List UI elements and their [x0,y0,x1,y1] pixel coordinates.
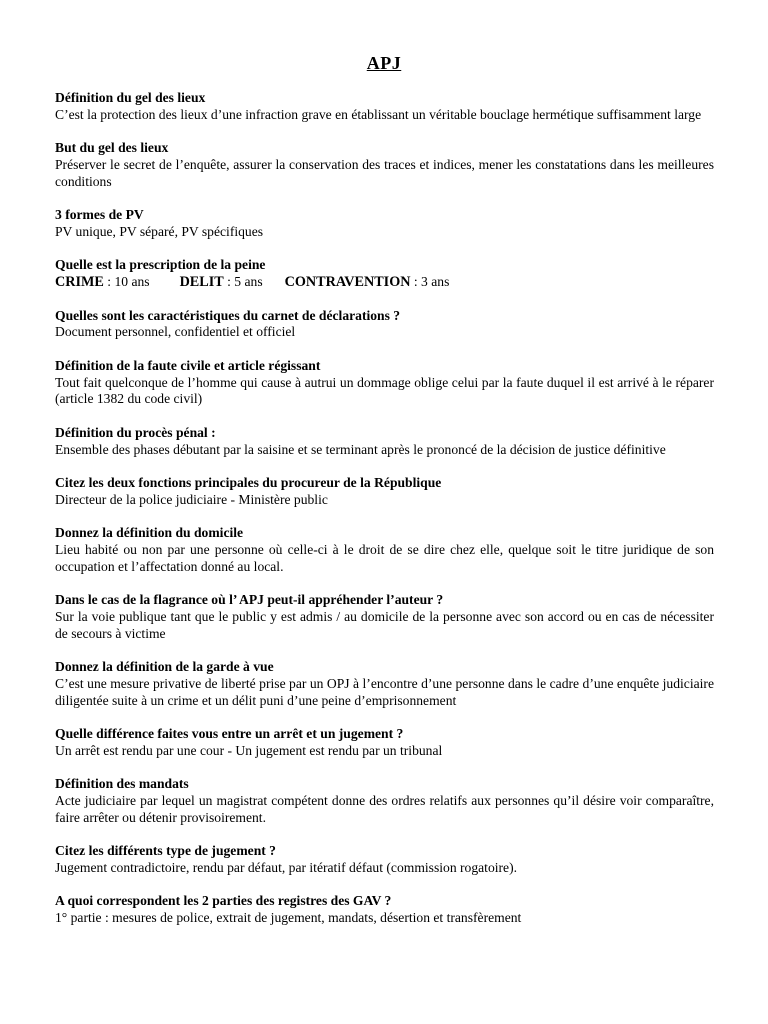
answer: 1° partie : mesures de police, extrait de jugement, mandats, désertion et transfèrement [55,910,522,926]
question: Définition du gel des lieux [55,90,206,105]
question: But du gel des lieux [55,140,169,156]
section-procureur [55,475,714,509]
question: Citez les différents type de jugement ? [55,843,276,859]
section-registres-gav [55,893,714,927]
section-pv-formes [55,207,714,241]
penalty-contravention-label: CONTRAVENTION [284,274,411,291]
question: Donnez la définition de la garde à vue [55,659,274,675]
penalty-delit-value: : 5 ans [223,274,263,290]
question: 3 formes de PV [55,207,144,223]
question: Définition de la faute civile et article régissant [55,357,321,373]
answer: Tout fait quelconque de l’homme qui cause à autrui un dommage oblige celui par la faute duquel il est arrivé à le réparer (article 1382 du code civil) [55,374,714,407]
answer: Lieu habité ou non par une personne où celle-ci à le droit de se dire chez elle, quelque soit le titre juridique de son occupation et l’affectation donné au local. [55,541,714,574]
question: Quelles sont les caractéristiques du carnet de déclarations ? [55,307,401,323]
answer: Ensemble des phases débutant par la saisine et se terminant après le prononcé de la décision de justice définitive [55,441,666,457]
answer: Jugement contradictoire, rendu par défaut, par itératif défaut (commission rogatoire). [55,860,518,876]
penalty-crime-value: : 10 ans [103,274,150,290]
answer: C’est la protection des lieux d’une infraction grave en établissant un véritable bouclage hermétique suffisamment large [55,106,702,122]
answer: Directeur de la police judiciaire - Ministère public [55,491,328,507]
section-types-jugement [55,843,714,877]
question: Quelle différence faites vous entre un arrêt et un jugement ? [55,726,404,742]
answer: Un arrêt est rendu par une cour - Un jugement est rendu par un tribunal [55,742,443,758]
section-proces-penal [55,425,714,459]
question: Donnez la définition du domicile [55,525,244,541]
penalty-crime-label: CRIME [55,274,104,291]
question: Citez les deux fonctions principales du procureur de la République [55,474,442,490]
question: Quelle est la prescription de la peine [55,257,266,273]
answer: Préserver le secret de l’enquête, assurer la conservation des traces et indices, mener les constatations dans les meilleures conditions [55,156,714,189]
answer: C’est une mesure privative de liberté prise par un OPJ à l’encontre d’une personne dans le cadre d’une enquête judiciaire diligentée suite à un crime et un délit puni d’une peine d’emprisonnement [55,675,714,708]
section-prescription [55,257,714,291]
question: Définition du procès pénal : [55,424,216,440]
section-carnet [55,308,714,342]
penalty-contravention-value: : 3 ans [410,274,450,290]
penalty-line [55,274,714,291]
section-mandats [55,776,714,826]
document-body [55,90,714,944]
section-flagrance [55,592,714,642]
section-garde-a-vue [55,659,714,709]
answer: Document personnel, confidentiel et officiel [55,324,296,340]
question: A quoi correspondent les 2 parties des registres des GAV ? [55,893,392,909]
answer: PV unique, PV séparé, PV spécifiques [55,223,264,239]
answer: Acte judiciaire par lequel un magistrat compétent donne des ordres relatifs aux personnes qu’il désire voir comparaître, faire arrêter ou détenir provisoirement. [55,793,714,825]
section-faute-civile [55,358,714,408]
answer: Sur la voie publique tant que le public y est admis / au domicile de la personne avec son accord ou en cas de nécessiter de secours à victime [55,608,714,641]
page-title: APJ [366,53,402,73]
penalty-delit-label: DELIT [179,274,224,291]
question: Dans le cas de la flagrance où l’ APJ peut-il appréhender l’auteur ? [55,592,444,608]
question: Définition des mandats [55,776,189,792]
section-gel-but [55,140,714,190]
section-domicile [55,525,714,575]
section-gel-definition [55,90,714,124]
section-arret-jugement [55,726,714,760]
